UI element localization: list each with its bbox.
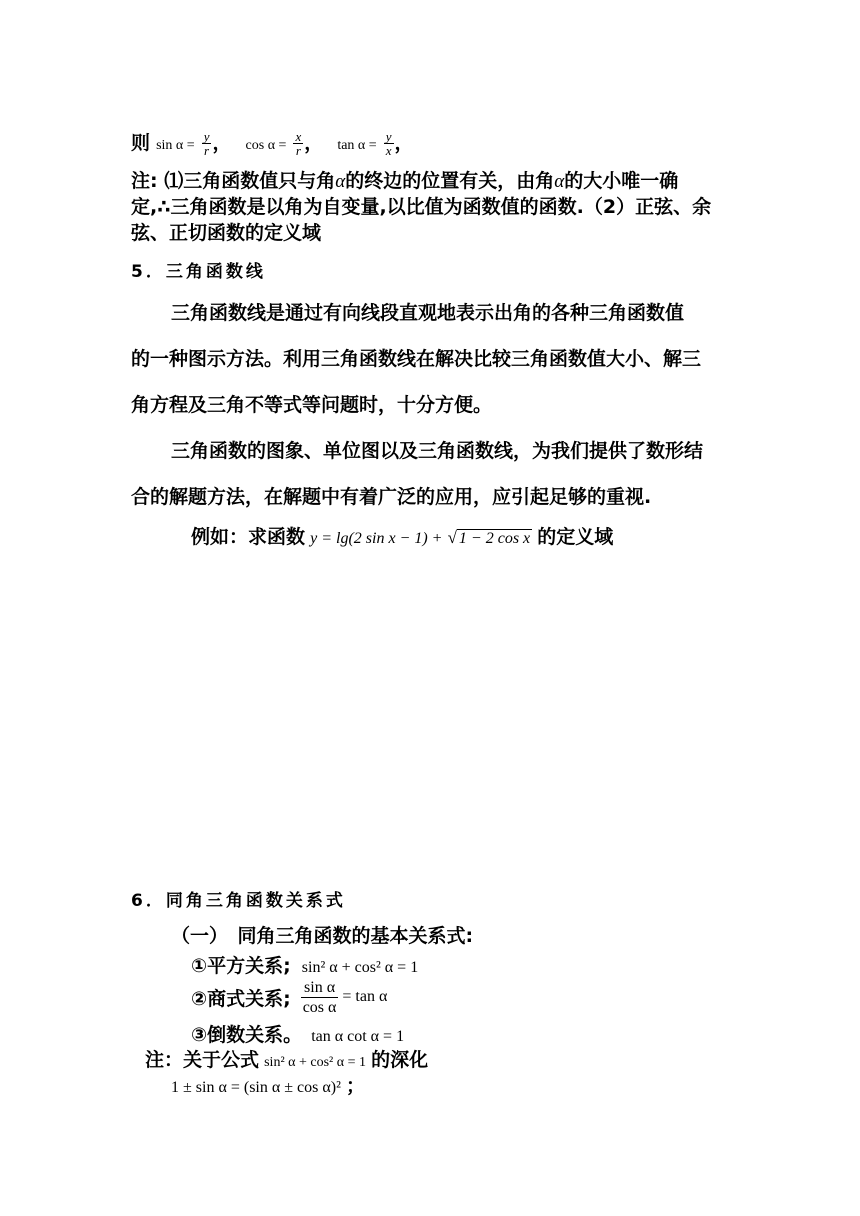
definition-line [131, 128, 414, 157]
sin-def-fraction [202, 130, 212, 157]
cos-def-num: x [295, 129, 302, 144]
cos-def-fraction [293, 130, 303, 157]
lead-word: 则 [131, 132, 151, 154]
section-6-subheading: （一） 同角三角函数的基本关系式: [171, 925, 474, 947]
cos-def-den: r [295, 143, 301, 158]
reciprocal-relation [191, 1020, 404, 1047]
tan-def-den: x [385, 143, 392, 158]
alpha-symbol: α [335, 171, 346, 192]
cos-def-lhs: cos α = [245, 138, 287, 153]
note-line-3: 弦、正切函数的定义域 [131, 222, 322, 244]
deepening-note [145, 1045, 428, 1072]
separator: ， [304, 132, 324, 154]
quotient-relation [191, 975, 387, 1019]
section-5-para-1-line-3: 角方程及三角不等式等问题时，十分方便。 [131, 394, 493, 416]
deepening-note-lead: 注：关于公式 [145, 1049, 260, 1071]
note-text: 的大小唯一确 [564, 170, 679, 192]
deepening-note-tail: 的深化 [371, 1049, 429, 1071]
tan-def-num: y [385, 129, 392, 144]
note-line-1 [131, 168, 678, 195]
section-6-heading: 6．同角三角函数关系式 [131, 891, 346, 911]
square-relation-label: ①平方关系; [191, 955, 291, 977]
section-5-para-2-line-2: 合的解题方法，在解题中有着广泛的应用，应引起足够的重视. [131, 486, 652, 508]
sin-def-den: r [204, 143, 210, 158]
section-5-heading: 5．三角函数线 [131, 262, 266, 282]
square-relation [191, 951, 418, 978]
example-line [191, 522, 613, 549]
note-line-2: 定,∴三角函数是以角为自变量,以比值为函数值的函数.（2）正弦、余 [131, 196, 712, 218]
example-lead: 例如：求函数 [191, 526, 306, 548]
deepened-identity-tail: ； [345, 1075, 365, 1097]
reciprocal-relation-formula: tan α cot α = 1 [311, 1028, 405, 1045]
square-relation-formula: sin² α + cos² α = 1 [301, 959, 419, 976]
sin-def-num: y [203, 129, 210, 144]
quotient-den: cos α [302, 998, 337, 1016]
deepened-identity-formula: 1 ± sin α = (sin α ± cos α)² [171, 1079, 341, 1096]
section-5-para-1-line-2: 的一种图示方法。利用三角函数线在解决比较三角函数值大小、解三 [131, 348, 702, 370]
section-5-para-2-line-1: 三角函数的图象、单位图以及三角函数线，为我们提供了数形结 [171, 440, 704, 462]
tan-def-fraction [384, 130, 394, 157]
sqrt-expression [448, 528, 533, 548]
sin-def-lhs: sin α = [156, 138, 195, 153]
deepening-note-formula: sin² α + cos² α = 1 [264, 1055, 366, 1070]
note-text: 的终边的位置有关，由角 [345, 170, 555, 192]
deepened-identity [171, 1071, 365, 1098]
tan-def-lhs: tan α = [337, 138, 377, 153]
quotient-num: sin α [301, 978, 339, 998]
separator: ， [394, 132, 414, 154]
sqrt-sign: √ [447, 528, 457, 547]
example-formula: y = lg(2 sin x − 1) + [310, 530, 443, 547]
note-text: 注: ⑴三角函数值只与角 [131, 170, 336, 192]
quotient-fraction [301, 978, 339, 1017]
separator: ， [212, 132, 232, 154]
example-tail: 的定义域 [537, 526, 614, 548]
alpha-symbol: α [554, 171, 565, 192]
quotient-rhs: = tan α [342, 988, 388, 1005]
section-5-para-1-line-1: 三角函数线是通过有向线段直观地表示出角的各种三角函数值 [171, 302, 685, 324]
quotient-relation-label: ②商式关系; [191, 987, 291, 1010]
reciprocal-relation-label: ③倒数关系。 [191, 1024, 303, 1046]
sqrt-radicand: 1 − 2 cos x [458, 530, 531, 547]
